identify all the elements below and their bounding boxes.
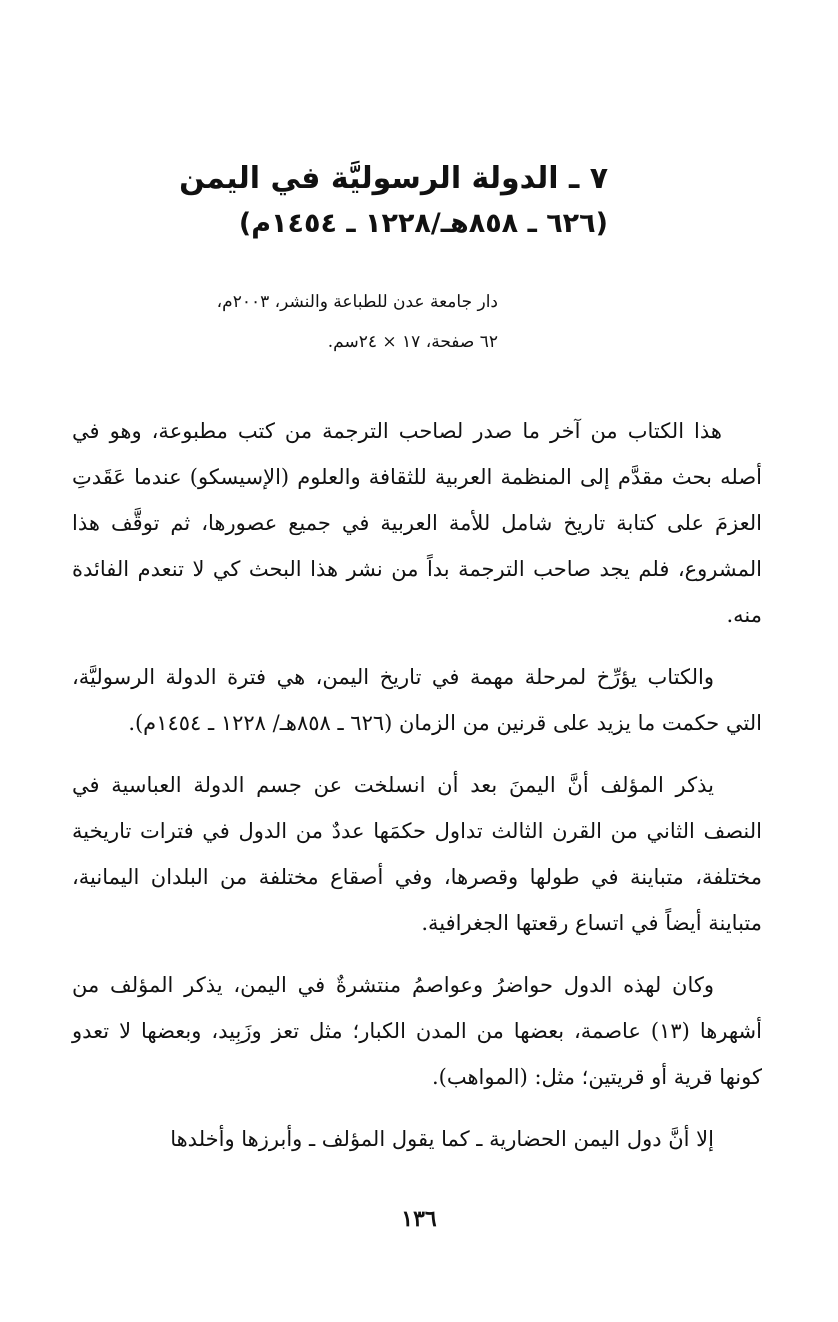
paragraph-3: يذكر المؤلف أنَّ اليمنَ بعد أن انسلخت عن جسم الدولة العباسية في النصف الثاني من القرن الثالث تداول حكمَها عددٌ من الدول في فترات تاريخية مختلفة، متباينة في طولها وقصرها، وفي أصقاع مختلفة من البلدان اليمانية، متباينة أيضاً في اتساع رقعتها الجغرافية. bbox=[72, 773, 762, 935]
publisher-line: دار جامعة عدن للطباعة والنشر، ٢٠٠٣م، bbox=[216, 292, 498, 312]
paragraph-4: وكان لهذه الدول حواضرُ وعواصمُ منتشرةٌ في اليمن، يذكر المؤلف من أشهرها (١٣) عاصمة، بعضها من المدن الكبار؛ مثل تعز وزَبِيد، وبعضها لا تعدو كونها قرية أو قريتين؛ مثل: (المواهب). bbox=[72, 973, 762, 1089]
chapter-heading bbox=[179, 156, 608, 246]
paragraph-1: هذا الكتاب من آخر ما صدر لصاحب الترجمة من كتب مطبوعة، وهو في أصله بحث مقدَّم إلى المنظمة العربية للثقافة والعلوم (الإسيسكو) عندما عَقَدتِ العزمَ على كتابة تاريخ شامل للأمة العربية في جميع عصورها، ثم توقَّف هذا المشروع، فلم يجد صاحب الترجمة بداً من نشر هذا البحث كي لا تنعدم الفائدة منه. bbox=[72, 419, 762, 627]
page-count-line: ٦٢ صفحة، ١٧ × ٢٤سم. bbox=[327, 332, 498, 352]
paragraph-5: إلا أنَّ دول اليمن الحضارية ـ كما يقول المؤلف ـ وأبرزها وأخلدها bbox=[170, 1127, 714, 1151]
bibliographic-info bbox=[78, 282, 498, 362]
chapter-date-range: (٦٢٦ ـ ٨٥٨هـ/١٢٢٨ ـ ١٤٥٤م) bbox=[238, 208, 608, 239]
paragraph-2: والكتاب يؤرِّخ لمرحلة مهمة في تاريخ اليمن، هي فترة الدولة الرسوليَّة، التي حكمت ما يزيد على قرنين من الزمان (٦٢٦ ـ ٨٥٨هـ/ ١٢٢٨ ـ ١٤٥٤م). bbox=[72, 665, 762, 735]
body-text bbox=[72, 408, 762, 1178]
page-number: ١٣٦ bbox=[401, 1206, 437, 1232]
chapter-title: ٧ ـ الدولة الرسوليَّة في اليمن bbox=[179, 161, 608, 196]
